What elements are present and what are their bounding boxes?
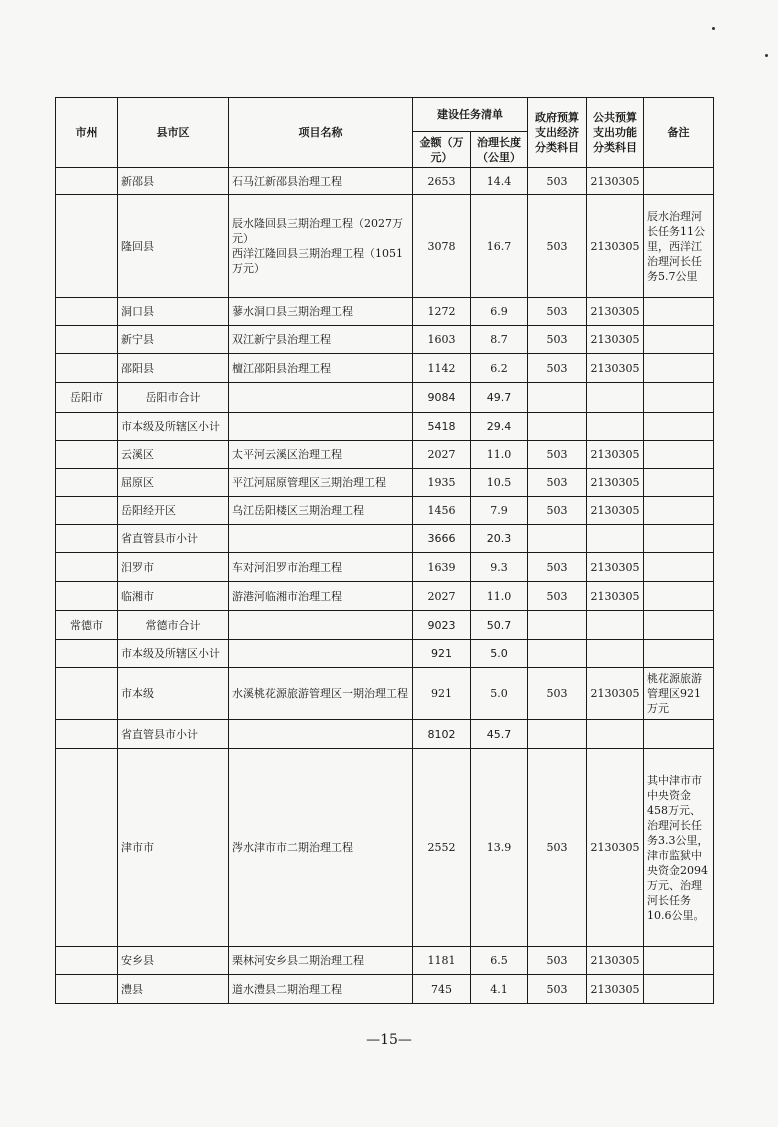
page-number: —15— xyxy=(366,1032,412,1048)
remark-cell xyxy=(644,582,714,611)
func-class-cell: 2130305 xyxy=(587,469,644,497)
amount-cell: 2027 xyxy=(413,582,471,611)
project-cell xyxy=(229,383,413,413)
header-city: 市州 xyxy=(56,98,118,168)
project-cell: 双江新宁县治理工程 xyxy=(229,326,413,354)
econ-class-cell: 503 xyxy=(528,668,587,720)
length-cell: 5.0 xyxy=(471,640,528,668)
amount-cell: 1639 xyxy=(413,553,471,582)
header-remark: 备注 xyxy=(644,98,714,168)
amount-cell: 8102 xyxy=(413,720,471,749)
amount-cell: 2552 xyxy=(413,749,471,947)
func-class-cell: 2130305 xyxy=(587,582,644,611)
econ-class-cell: 503 xyxy=(528,195,587,298)
econ-class-cell xyxy=(528,413,587,441)
project-cell: 太平河云溪区治理工程 xyxy=(229,441,413,469)
county-cell: 岳阳经开区 xyxy=(118,497,229,525)
econ-class-cell: 503 xyxy=(528,975,587,1004)
func-class-cell xyxy=(587,383,644,413)
county-cell: 常德市合计 xyxy=(118,611,229,640)
city-cell xyxy=(56,413,118,441)
subtotal-row xyxy=(56,720,714,749)
remark-cell: 其中津市市中央资金458万元、治理河长任务3.3公里，津市监狱中央资金2094万元、治理河长任务10.6公里。 xyxy=(644,749,714,947)
length-cell: 20.3 xyxy=(471,525,528,553)
county-cell: 洞口县 xyxy=(118,298,229,326)
func-class-cell xyxy=(587,640,644,668)
amount-cell: 921 xyxy=(413,668,471,720)
length-cell: 11.0 xyxy=(471,582,528,611)
subtotal-row xyxy=(56,413,714,441)
amount-cell: 921 xyxy=(413,640,471,668)
length-cell: 14.4 xyxy=(471,168,528,195)
func-class-cell xyxy=(587,611,644,640)
econ-class-cell: 503 xyxy=(528,441,587,469)
city-cell xyxy=(56,947,118,975)
city-cell xyxy=(56,720,118,749)
project-cell xyxy=(229,413,413,441)
func-class-cell: 2130305 xyxy=(587,975,644,1004)
table-row xyxy=(56,298,714,326)
remark-cell xyxy=(644,640,714,668)
project-cell: 石马江新邵县治理工程 xyxy=(229,168,413,195)
remark-cell xyxy=(644,553,714,582)
city-cell xyxy=(56,553,118,582)
project-cell: 檀江邵阳县治理工程 xyxy=(229,354,413,383)
county-cell: 津市市 xyxy=(118,749,229,947)
length-cell: 6.9 xyxy=(471,298,528,326)
remark-cell xyxy=(644,947,714,975)
county-cell: 屈原区 xyxy=(118,469,229,497)
func-class-cell: 2130305 xyxy=(587,354,644,383)
city-cell: 常德市 xyxy=(56,611,118,640)
county-cell: 邵阳县 xyxy=(118,354,229,383)
table-row xyxy=(56,441,714,469)
county-cell: 隆回县 xyxy=(118,195,229,298)
remark-cell: 辰水治理河长任务11公里，西洋江治理河长任务5.7公里 xyxy=(644,195,714,298)
func-class-cell: 2130305 xyxy=(587,326,644,354)
city-total-row xyxy=(56,383,714,413)
remark-cell xyxy=(644,525,714,553)
city-cell xyxy=(56,582,118,611)
project-cell xyxy=(229,525,413,553)
amount-cell: 1272 xyxy=(413,298,471,326)
amount-cell: 3666 xyxy=(413,525,471,553)
table-row xyxy=(56,947,714,975)
table-row xyxy=(56,975,714,1004)
county-cell: 安乡县 xyxy=(118,947,229,975)
func-class-cell: 2130305 xyxy=(587,749,644,947)
remark-cell xyxy=(644,720,714,749)
city-cell xyxy=(56,195,118,298)
length-cell: 9.3 xyxy=(471,553,528,582)
length-cell: 49.7 xyxy=(471,383,528,413)
remark-cell xyxy=(644,975,714,1004)
length-cell: 4.1 xyxy=(471,975,528,1004)
table-row xyxy=(56,749,714,947)
func-class-cell: 2130305 xyxy=(587,553,644,582)
header-task-group: 建设任务清单 xyxy=(413,98,528,132)
econ-class-cell xyxy=(528,525,587,553)
project-cell: 乌江岳阳楼区三期治理工程 xyxy=(229,497,413,525)
table-row xyxy=(56,469,714,497)
header-county: 县市区 xyxy=(118,98,229,168)
func-class-cell: 2130305 xyxy=(587,441,644,469)
length-cell: 45.7 xyxy=(471,720,528,749)
remark-cell xyxy=(644,611,714,640)
remark-cell xyxy=(644,497,714,525)
county-cell: 云溪区 xyxy=(118,441,229,469)
econ-class-cell xyxy=(528,640,587,668)
project-cell: 蓼水洞口县三期治理工程 xyxy=(229,298,413,326)
project-cell: 道水澧县二期治理工程 xyxy=(229,975,413,1004)
county-cell: 市本级 xyxy=(118,668,229,720)
remark-cell xyxy=(644,298,714,326)
remark-cell xyxy=(644,168,714,195)
city-cell xyxy=(56,469,118,497)
func-class-cell: 2130305 xyxy=(587,168,644,195)
city-cell xyxy=(56,354,118,383)
remark-cell xyxy=(644,441,714,469)
length-cell: 11.0 xyxy=(471,441,528,469)
scan-speck xyxy=(712,27,715,30)
county-cell: 新邵县 xyxy=(118,168,229,195)
length-cell: 7.9 xyxy=(471,497,528,525)
amount-cell: 5418 xyxy=(413,413,471,441)
subtotal-row xyxy=(56,640,714,668)
header-econ-class: 政府预算支出经济分类科目 xyxy=(528,98,587,168)
func-class-cell: 2130305 xyxy=(587,497,644,525)
header-length: 治理长度（公里） xyxy=(471,132,528,168)
project-cell xyxy=(229,720,413,749)
econ-class-cell xyxy=(528,611,587,640)
econ-class-cell xyxy=(528,383,587,413)
county-cell: 澧县 xyxy=(118,975,229,1004)
project-cell: 水溪桃花源旅游管理区一期治理工程 xyxy=(229,668,413,720)
amount-cell: 1603 xyxy=(413,326,471,354)
econ-class-cell: 503 xyxy=(528,497,587,525)
table-row xyxy=(56,582,714,611)
county-cell: 省直管县市小计 xyxy=(118,720,229,749)
header-amount: 金额（万元） xyxy=(413,132,471,168)
amount-cell: 9084 xyxy=(413,383,471,413)
length-cell: 10.5 xyxy=(471,469,528,497)
remark-cell xyxy=(644,326,714,354)
amount-cell: 9023 xyxy=(413,611,471,640)
length-cell: 6.2 xyxy=(471,354,528,383)
econ-class-cell xyxy=(528,720,587,749)
county-cell: 新宁县 xyxy=(118,326,229,354)
project-cell xyxy=(229,611,413,640)
func-class-cell: 2130305 xyxy=(587,298,644,326)
amount-cell: 1181 xyxy=(413,947,471,975)
econ-class-cell: 503 xyxy=(528,298,587,326)
econ-class-cell: 503 xyxy=(528,469,587,497)
project-cell: 涔水津市市二期治理工程 xyxy=(229,749,413,947)
county-cell: 市本级及所辖区小计 xyxy=(118,413,229,441)
table-row xyxy=(56,326,714,354)
func-class-cell: 2130305 xyxy=(587,195,644,298)
length-cell: 13.9 xyxy=(471,749,528,947)
table-row xyxy=(56,354,714,383)
county-cell: 汨罗市 xyxy=(118,553,229,582)
city-cell xyxy=(56,298,118,326)
econ-class-cell: 503 xyxy=(528,553,587,582)
scan-speck xyxy=(765,54,768,57)
project-cell: 游港河临湘市治理工程 xyxy=(229,582,413,611)
func-class-cell xyxy=(587,413,644,441)
city-cell xyxy=(56,749,118,947)
amount-cell: 3078 xyxy=(413,195,471,298)
amount-cell: 1142 xyxy=(413,354,471,383)
func-class-cell xyxy=(587,525,644,553)
remark-cell xyxy=(644,469,714,497)
length-cell: 5.0 xyxy=(471,668,528,720)
length-cell: 29.4 xyxy=(471,413,528,441)
amount-cell: 1456 xyxy=(413,497,471,525)
city-cell xyxy=(56,525,118,553)
county-cell: 岳阳市合计 xyxy=(118,383,229,413)
amount-cell: 2027 xyxy=(413,441,471,469)
city-cell xyxy=(56,441,118,469)
amount-cell: 2653 xyxy=(413,168,471,195)
table-row xyxy=(56,553,714,582)
city-cell xyxy=(56,497,118,525)
length-cell: 6.5 xyxy=(471,947,528,975)
project-cell xyxy=(229,640,413,668)
remark-cell: 桃花源旅游管理区921万元 xyxy=(644,668,714,720)
econ-class-cell: 503 xyxy=(528,749,587,947)
econ-class-cell: 503 xyxy=(528,354,587,383)
func-class-cell: 2130305 xyxy=(587,668,644,720)
project-cell: 栗林河安乡县二期治理工程 xyxy=(229,947,413,975)
city-cell xyxy=(56,668,118,720)
remark-cell xyxy=(644,354,714,383)
amount-cell: 745 xyxy=(413,975,471,1004)
length-cell: 50.7 xyxy=(471,611,528,640)
table-row xyxy=(56,668,714,720)
project-table xyxy=(55,97,714,1004)
econ-class-cell: 503 xyxy=(528,582,587,611)
length-cell: 8.7 xyxy=(471,326,528,354)
econ-class-cell: 503 xyxy=(528,947,587,975)
remark-cell xyxy=(644,383,714,413)
city-cell xyxy=(56,168,118,195)
econ-class-cell: 503 xyxy=(528,168,587,195)
project-cell: 辰水隆回县三期治理工程（2027万元） 西洋江隆回县三期治理工程（1051万元） xyxy=(229,195,413,298)
county-cell: 临湘市 xyxy=(118,582,229,611)
amount-cell: 1935 xyxy=(413,469,471,497)
header-project: 项目名称 xyxy=(229,98,413,168)
project-cell: 平江河屈原管理区三期治理工程 xyxy=(229,469,413,497)
func-class-cell xyxy=(587,720,644,749)
table-row xyxy=(56,195,714,298)
city-cell xyxy=(56,640,118,668)
county-cell: 市本级及所辖区小计 xyxy=(118,640,229,668)
project-cell: 车对河汨罗市治理工程 xyxy=(229,553,413,582)
city-cell xyxy=(56,326,118,354)
county-cell: 省直管县市小计 xyxy=(118,525,229,553)
header-func-class: 公共预算支出功能分类科目 xyxy=(587,98,644,168)
table-row xyxy=(56,168,714,195)
func-class-cell: 2130305 xyxy=(587,947,644,975)
remark-cell xyxy=(644,413,714,441)
city-total-row xyxy=(56,611,714,640)
econ-class-cell: 503 xyxy=(528,326,587,354)
subtotal-row xyxy=(56,525,714,553)
city-cell xyxy=(56,975,118,1004)
city-cell: 岳阳市 xyxy=(56,383,118,413)
length-cell: 16.7 xyxy=(471,195,528,298)
table-row xyxy=(56,497,714,525)
